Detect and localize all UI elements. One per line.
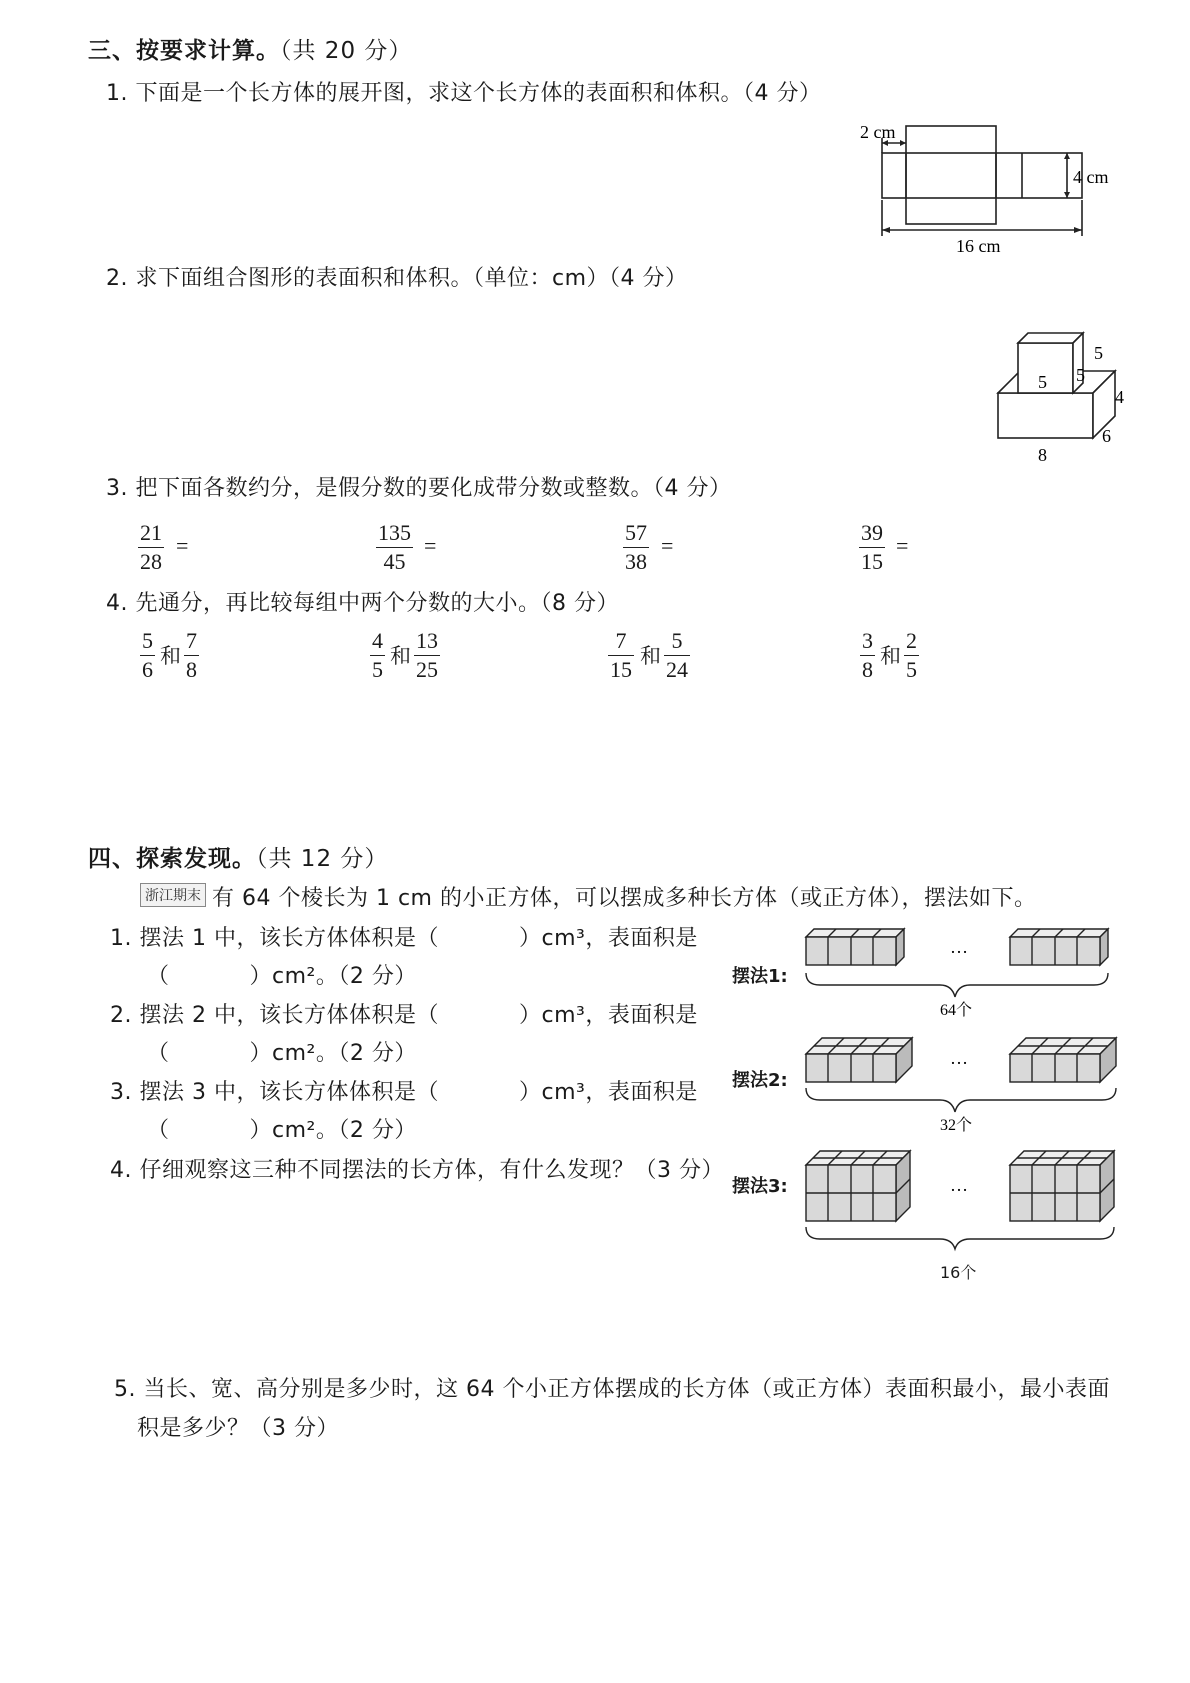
- section-3-title: [88, 32, 412, 65]
- denominator: 5: [906, 657, 917, 682]
- q3-4-pair-4-a: [860, 627, 875, 684]
- numerator: 13: [416, 628, 438, 653]
- q3-3-fraction-1: [138, 519, 164, 576]
- denominator: 8: [186, 657, 197, 682]
- ellipsis: …: [950, 1175, 968, 1195]
- q3-3-fraction-4: [859, 519, 885, 576]
- numerator: 57: [625, 520, 647, 545]
- q4-1-part-b: ）cm³，表面积是: [518, 926, 698, 951]
- net-strip: [882, 153, 1082, 198]
- and-word: 和: [640, 644, 661, 668]
- section-3-points: （共 20 分）: [280, 38, 413, 64]
- cube-edge-label-2: 5: [1076, 365, 1085, 385]
- q3-4-pair-3-b: [664, 627, 690, 684]
- q4-1-part-d: ）cm²。（2 分）: [249, 964, 417, 989]
- numerator: 135: [378, 520, 411, 545]
- and-word: 和: [390, 644, 411, 668]
- q3-4-pair-3-a: [608, 627, 634, 684]
- denominator: 8: [862, 657, 873, 682]
- denominator: 5: [372, 657, 383, 682]
- cube-edge-label-3: 5: [1038, 372, 1047, 392]
- arrangement-3-count: 16个: [940, 1263, 977, 1282]
- q4-4-text: 4. 仔细观察这三种不同摆法的长方体，有什么发现？（3 分）: [110, 1158, 724, 1183]
- q4-1-line-2: [147, 959, 417, 990]
- q4-3-part-c: （: [147, 1118, 170, 1143]
- net-cross: [906, 126, 996, 224]
- q3-4-pair-2-a: [370, 627, 385, 684]
- arrangement-2-label: 摆法2:: [732, 1070, 788, 1091]
- equals-sign: =: [661, 533, 674, 558]
- numerator: 5: [142, 628, 153, 653]
- section-4-title: [88, 840, 388, 873]
- box-length-label: 8: [1038, 445, 1047, 465]
- q3-2-text: 2. 求下面组合图形的表面积和体积。（单位：cm）（4 分）: [106, 266, 688, 291]
- ellipsis: …: [950, 1048, 968, 1068]
- cube-edge-label-1: 5: [1094, 343, 1103, 363]
- equals-sign: =: [176, 533, 189, 558]
- q3-4-text: 4. 先通分，再比较每组中两个分数的大小。（8 分）: [106, 591, 619, 616]
- q3-4-pair-4-b: [904, 627, 919, 684]
- cuboid-net-figure: [860, 118, 1130, 258]
- box-width-label: 6: [1102, 426, 1111, 446]
- brace: [806, 973, 1108, 997]
- numerator: 21: [140, 520, 162, 545]
- q3-4-pair-1-b: [184, 627, 199, 684]
- numerator: 7: [615, 628, 627, 653]
- and-word: 和: [160, 644, 181, 668]
- cube-row-right: [1010, 929, 1108, 965]
- q3-1-text: 1. 下面是一个长方体的展开图，求这个长方体的表面积和体积。（4 分）: [106, 81, 822, 106]
- denominator: 15: [610, 657, 632, 682]
- q4-3-line-1: [110, 1075, 698, 1106]
- source-tag: 浙江期末: [140, 883, 206, 907]
- q3-4-pair-1-a: [140, 627, 155, 684]
- numerator: 2: [906, 628, 917, 653]
- cube-count: 32个: [940, 1117, 973, 1132]
- section-4-title-text: 四、探索发现。: [88, 846, 256, 872]
- cube-block-right: [1010, 1151, 1114, 1221]
- combined-solid-figure: [990, 325, 1140, 470]
- q4-2-part-b: ）cm³，表面积是: [518, 1003, 698, 1028]
- and-word: 和: [880, 644, 901, 668]
- q4-1-part-c: （: [147, 964, 170, 989]
- q4-2-part-c: （: [147, 1041, 170, 1066]
- q4-2-part-a: 2. 摆法 2 中，该长方体体积是（: [110, 1003, 439, 1028]
- section-4-points: （共 12 分）: [256, 846, 389, 872]
- q4-3-line-2: [147, 1113, 417, 1144]
- arrangement-1-label: 摆法1:: [732, 966, 788, 987]
- denominator: 6: [142, 657, 153, 682]
- box-height-label: 4: [1115, 387, 1124, 407]
- q4-3-part-a: 3. 摆法 3 中，该长方体体积是（: [110, 1080, 439, 1105]
- denominator: 15: [861, 549, 883, 574]
- q3-3-text: 3. 把下面各数约分，是假分数的要化成带分数或整数。（4 分）: [106, 476, 732, 501]
- q4-5-line-2: 积是多少？（3 分）: [137, 1416, 339, 1441]
- q3-3-fraction-2: [376, 519, 413, 576]
- q4-1-line-1: [110, 921, 698, 952]
- equals-sign: =: [896, 533, 909, 558]
- denominator: 38: [625, 549, 647, 574]
- ellipsis: …: [950, 937, 968, 957]
- numerator: 4: [372, 628, 383, 653]
- denominator: 45: [376, 547, 413, 576]
- cube-count: 64个: [940, 1002, 973, 1019]
- numerator: 3: [862, 628, 873, 653]
- numerator: 7: [186, 628, 197, 653]
- q4-2-line-2: [147, 1036, 417, 1067]
- cube-block-left: [806, 1038, 912, 1082]
- label-2cm: 2 cm: [860, 122, 896, 142]
- section-3-title-text: 三、按要求计算。: [88, 38, 280, 64]
- q4-3-part-b: ）cm³，表面积是: [518, 1080, 698, 1105]
- arrangement-1-figure: [800, 925, 1130, 1025]
- equals-sign: =: [424, 533, 437, 558]
- label-16cm: 16 cm: [956, 236, 1001, 256]
- q3-3-fraction-3: [623, 519, 649, 576]
- numerator: 39: [861, 520, 883, 545]
- bottom-box: [998, 393, 1093, 438]
- label-4cm: 4 cm: [1073, 167, 1109, 187]
- q3-4-pair-2-b: [414, 627, 440, 684]
- q4-3-part-d: ）cm²。（2 分）: [249, 1118, 417, 1143]
- q4-2-part-d: ）cm²。（2 分）: [249, 1041, 417, 1066]
- q4-5-line-1: 5. 当长、宽、高分别是多少时，这 64 个小正方体摆成的长方体（或正方体）表面积最小，最小表面: [114, 1377, 1110, 1402]
- numerator: 5: [671, 628, 683, 653]
- denominator: 24: [666, 657, 688, 682]
- brace: [806, 1227, 1114, 1249]
- q4-1-part-a: 1. 摆法 1 中，该长方体体积是（: [110, 926, 439, 951]
- cube-block-right: [1010, 1038, 1116, 1082]
- denominator: 25: [416, 657, 438, 682]
- cube-row-left: [806, 929, 904, 965]
- arrangement-3-figure: [800, 1145, 1130, 1260]
- arrangement-3-label: 摆法3:: [732, 1176, 788, 1197]
- brace: [806, 1088, 1116, 1112]
- q4-2-line-1: [110, 998, 698, 1029]
- denominator: 28: [140, 549, 162, 574]
- cube-block-left: [806, 1151, 910, 1221]
- section-4-intro: 有 64 个棱长为 1 cm 的小正方体，可以摆成多种长方体（或正方体），摆法如下。: [212, 886, 1037, 911]
- arrangement-2-figure: [800, 1032, 1130, 1132]
